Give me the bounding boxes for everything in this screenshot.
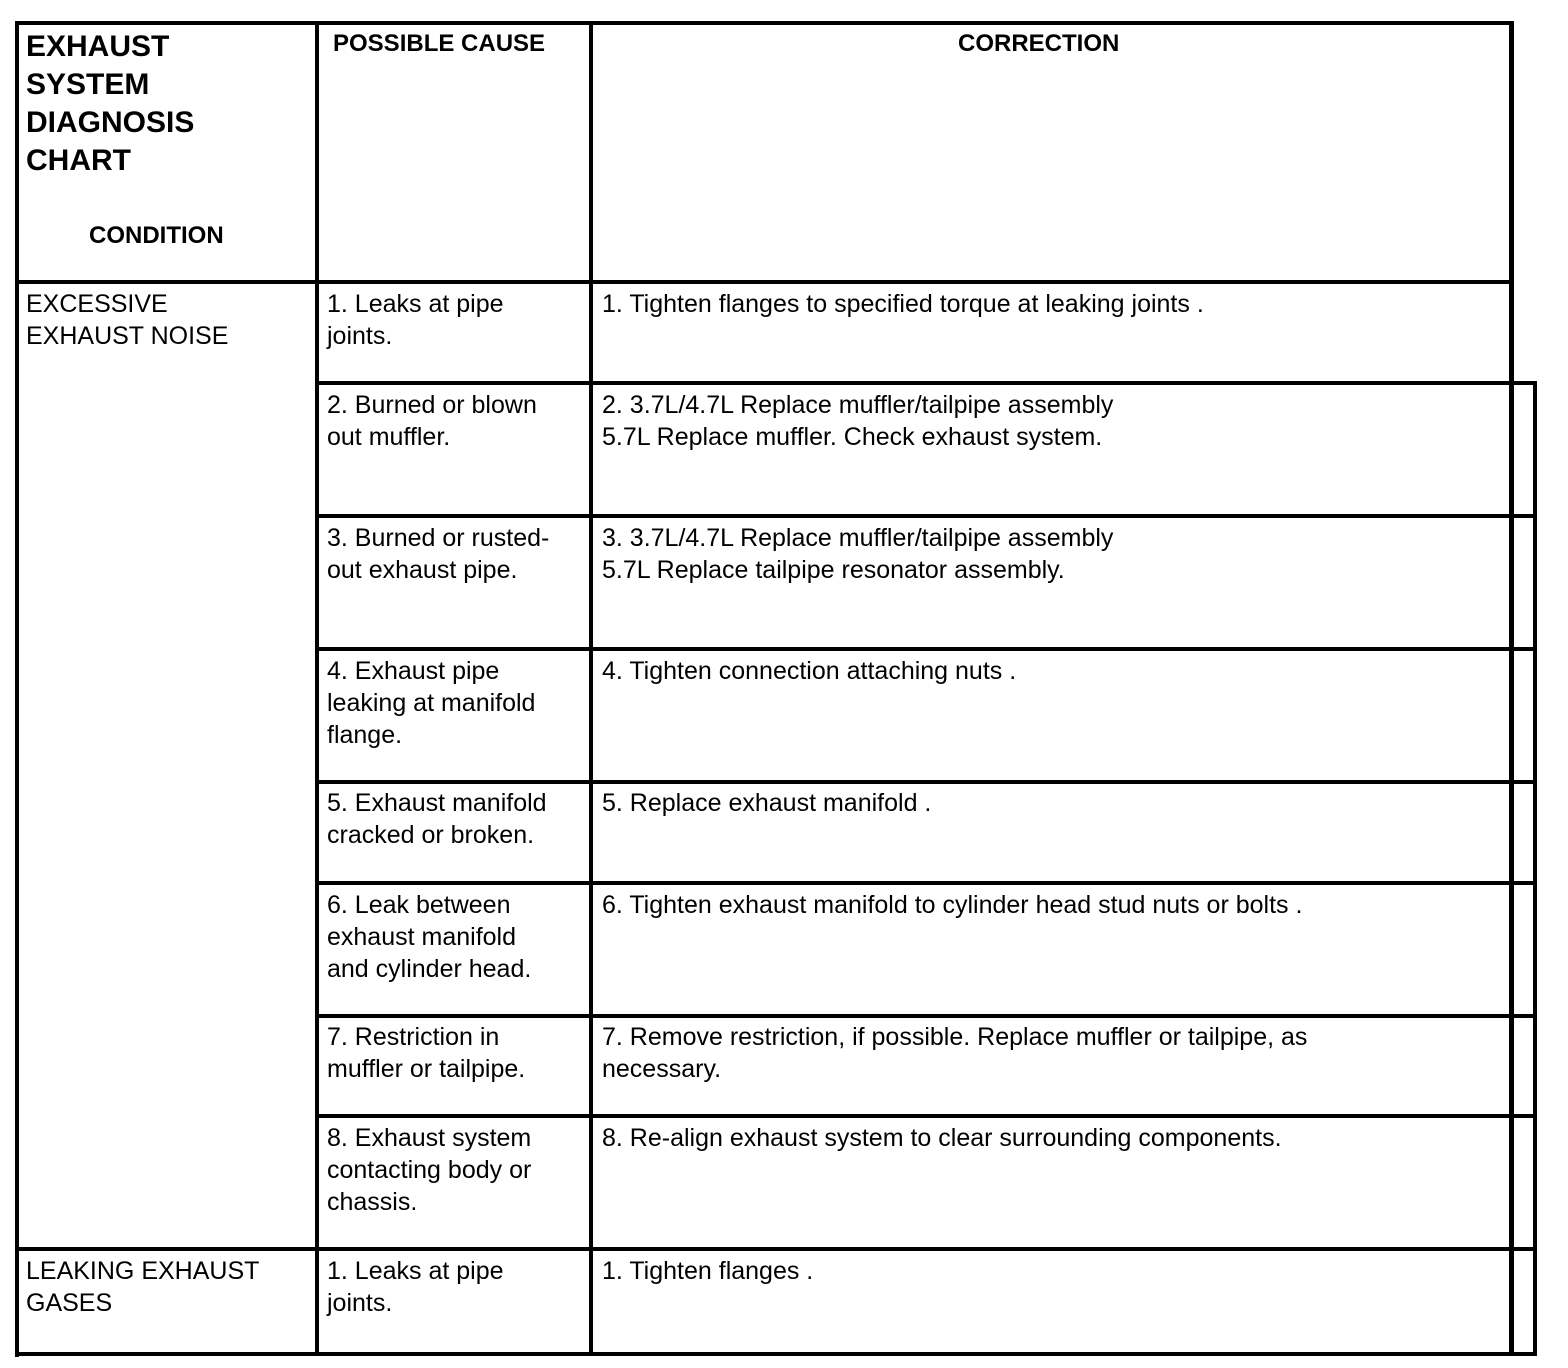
column-divider-2	[589, 21, 593, 1356]
row-divider-4	[315, 780, 1537, 784]
border-left	[15, 21, 19, 1357]
correction-6: 6. Tighten exhaust manifold to cylinder head stud nuts or bolts .	[602, 891, 1303, 919]
correction-2: 2. 3.7L/4.7L Replace muffler/tailpipe assembly 5.7L Replace muffler. Check exhaust system.	[602, 391, 1114, 451]
cause-2: 2. Burned or blown out muffler.	[327, 391, 537, 451]
row-divider-6	[315, 1014, 1537, 1018]
column-divider-1	[315, 21, 319, 1356]
cause-3: 3. Burned or rusted- out exhaust pipe.	[327, 524, 550, 584]
cause-4: 4. Exhaust pipe leaking at manifold flange.	[327, 657, 536, 749]
condition-leaking-exhaust-gases: LEAKING EXHAUST GASES	[26, 1257, 260, 1317]
header-divider	[15, 280, 1514, 284]
border-top	[15, 21, 1514, 25]
header-possible-cause: POSSIBLE CAUSE	[333, 30, 546, 57]
row-divider-3	[315, 647, 1537, 651]
border-right-outer	[1533, 381, 1537, 1356]
cause-8: 8. Exhaust system contacting body or chassis.	[327, 1124, 532, 1216]
chart-title: EXHAUST SYSTEM DIAGNOSIS CHART	[26, 30, 195, 177]
cause-7: 7. Restriction in muffler or tailpipe.	[327, 1023, 526, 1083]
row-divider-2	[315, 514, 1537, 518]
correction-5: 5. Replace exhaust manifold .	[602, 789, 932, 817]
row-divider-7	[315, 1114, 1537, 1118]
condition-excessive-exhaust-noise: EXCESSIVE EXHAUST NOISE	[26, 290, 229, 350]
cause-5: 5. Exhaust manifold cracked or broken.	[327, 789, 547, 849]
cause-6: 6. Leak between exhaust manifold and cylinder head.	[327, 891, 532, 983]
correction-4: 4. Tighten connection attaching nuts .	[602, 657, 1017, 685]
cause-1: 1. Leaks at pipe joints.	[327, 290, 504, 350]
header-correction: CORRECTION	[958, 30, 1120, 57]
header-condition: CONDITION	[89, 222, 224, 249]
leak-cause-1: 1. Leaks at pipe joints.	[327, 1257, 504, 1317]
border-right-upper	[1509, 21, 1514, 1356]
correction-7: 7. Remove restriction, if possible. Replace muffler or tailpipe, as necessary.	[602, 1023, 1308, 1083]
row-divider-5	[315, 881, 1537, 885]
leak-correction-1: 1. Tighten flanges .	[602, 1257, 814, 1285]
border-bottom	[15, 1352, 1536, 1356]
correction-8: 8. Re-align exhaust system to clear surrounding components.	[602, 1124, 1282, 1152]
row-divider-1	[315, 381, 1537, 385]
correction-1: 1. Tighten flanges to specified torque at leaking joints .	[602, 290, 1204, 318]
correction-3: 3. 3.7L/4.7L Replace muffler/tailpipe assembly 5.7L Replace tailpipe resonator assembly.	[602, 524, 1114, 584]
group-divider	[15, 1247, 1537, 1251]
